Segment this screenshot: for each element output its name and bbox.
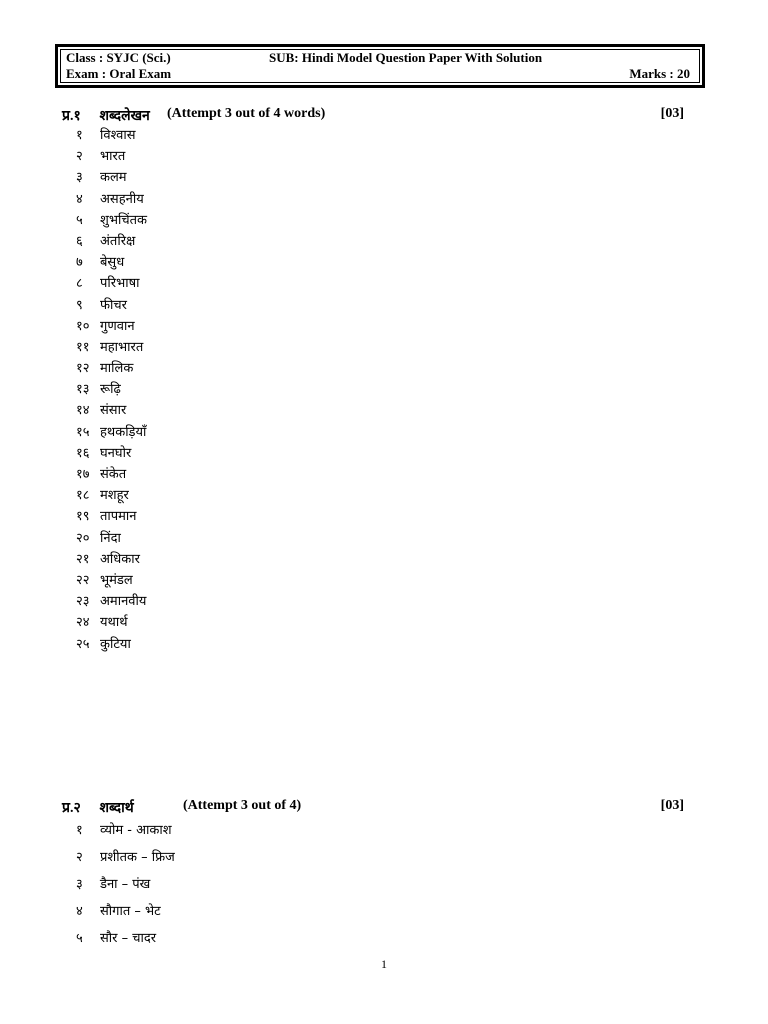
item-text: घनघोर — [100, 445, 132, 461]
item-number: २३ — [76, 594, 90, 610]
item-text: रूढ़ि — [100, 382, 121, 398]
item-number: ३ — [76, 170, 83, 186]
item-text: निंदा — [100, 530, 121, 546]
item-number: १२ — [76, 361, 90, 377]
item-number: ११ — [76, 339, 90, 355]
q1-list-item — [76, 167, 147, 188]
item-number: २० — [76, 530, 90, 546]
item-text: भारत — [100, 149, 126, 165]
item-text: संसार — [100, 403, 127, 419]
item-text: शुभचिंतक — [100, 212, 147, 228]
header-box — [55, 44, 705, 88]
item-number: १० — [76, 318, 90, 334]
q1-list-item — [76, 506, 147, 527]
q2-meaning-list — [76, 817, 175, 952]
item-number: १४ — [76, 403, 90, 419]
item-number: १ — [76, 823, 83, 838]
item-number: ९ — [76, 297, 83, 313]
item-number: ४ — [76, 191, 83, 207]
item-text: भूमंडल — [100, 572, 133, 588]
item-number: २४ — [76, 615, 90, 631]
q2-heading — [62, 798, 302, 817]
marks-label: Marks : 20 — [629, 66, 690, 81]
item-text: कलम — [100, 170, 127, 186]
q2-marks: [03] — [660, 798, 684, 813]
item-number: ४ — [76, 904, 83, 919]
item-text: संकेत — [100, 467, 127, 482]
page-number: 1 — [381, 957, 387, 971]
q1-list-item — [76, 591, 147, 612]
item-number: २ — [76, 149, 83, 165]
item-text: सौर – चादर — [100, 931, 157, 946]
q1-list-item — [76, 316, 147, 337]
q1-title: शब्दलेखन — [99, 109, 150, 124]
item-number: १९ — [76, 509, 90, 525]
item-text: महाभारत — [100, 339, 144, 355]
item-text: गुणवान — [100, 318, 135, 334]
item-number: ३ — [76, 877, 83, 892]
q1-list-item — [76, 400, 147, 421]
item-text: परिभाषा — [100, 276, 140, 292]
q1-list-item — [76, 443, 147, 464]
item-text: डैना – पंख — [100, 877, 151, 892]
item-text: यथार्थ — [100, 615, 128, 631]
exam-label: Exam : Oral Exam — [66, 66, 172, 81]
q1-list-item — [76, 231, 147, 252]
item-text: अधिकार — [100, 551, 140, 567]
q1-list-item — [76, 422, 147, 443]
item-text: फीचर — [100, 297, 127, 313]
q1-list-item — [76, 337, 147, 358]
q1-list-item — [76, 570, 147, 591]
item-number: २२ — [76, 572, 90, 588]
q2-list-item — [76, 844, 175, 871]
item-text: मशहूर — [100, 488, 129, 504]
item-text: अमानवीय — [100, 594, 147, 610]
item-text: असहनीय — [100, 191, 144, 207]
q1-list-item — [76, 295, 147, 316]
item-number: १३ — [76, 382, 90, 398]
item-number: १६ — [76, 445, 90, 461]
q1-list-item — [76, 528, 147, 549]
q1-heading — [62, 106, 326, 125]
class-label: Class : SYJC (Sci.) — [66, 50, 171, 65]
q1-list-item — [76, 273, 147, 294]
item-number: २५ — [76, 636, 90, 652]
q1-list-item — [76, 252, 147, 273]
item-number: १५ — [76, 424, 90, 440]
q2-number: प्र.२ — [62, 801, 81, 816]
q1-list-item — [76, 485, 147, 506]
item-number: ६ — [76, 233, 83, 249]
q1-list-item — [76, 464, 147, 485]
q1-instruction: (Attempt 3 out of 4 words) — [167, 106, 326, 121]
item-number: ८ — [76, 276, 83, 292]
q1-list-item — [76, 379, 147, 400]
item-text: सौगात – भेट — [100, 904, 161, 919]
q2-list-item — [76, 898, 175, 925]
q1-list-item — [76, 125, 147, 146]
item-number: २१ — [76, 551, 90, 567]
subject-title: SUB: Hindi Model Question Paper With Solution — [269, 50, 543, 65]
q1-word-list — [76, 125, 147, 655]
q1-list-item — [76, 549, 147, 570]
item-number: ५ — [76, 212, 83, 228]
q2-list-item — [76, 871, 175, 898]
q2-list-item — [76, 817, 175, 844]
item-text: मालिक — [100, 361, 134, 377]
item-text: विश्वास — [100, 128, 136, 143]
item-text: कुटिया — [100, 636, 131, 652]
item-text: प्रशीतक – फ्रिज — [100, 850, 175, 865]
item-number: १८ — [76, 488, 90, 504]
q1-marks: [03] — [660, 106, 684, 121]
item-number: १ — [76, 128, 83, 143]
item-number: ७ — [76, 255, 83, 271]
q2-list-item — [76, 925, 175, 952]
q1-number: प्र.१ — [62, 109, 81, 124]
q1-list-item — [76, 358, 147, 379]
q1-list-item — [76, 146, 147, 167]
item-text: व्योम - आकाश — [100, 823, 172, 838]
item-number: १७ — [76, 467, 90, 482]
item-text: तापमान — [100, 509, 137, 525]
q1-list-item — [76, 634, 147, 655]
q1-list-item — [76, 210, 147, 231]
item-number: ५ — [76, 931, 83, 946]
q1-list-item — [76, 612, 147, 633]
item-text: अंतरिक्ष — [100, 233, 136, 249]
item-text: हथकड़ियाँ — [100, 424, 147, 440]
q1-list-item — [76, 189, 147, 210]
q2-title: शब्दार्थ — [99, 801, 134, 816]
q2-instruction: (Attempt 3 out of 4) — [183, 798, 302, 813]
item-number: २ — [76, 850, 83, 865]
item-text: बेसुध — [100, 255, 125, 271]
